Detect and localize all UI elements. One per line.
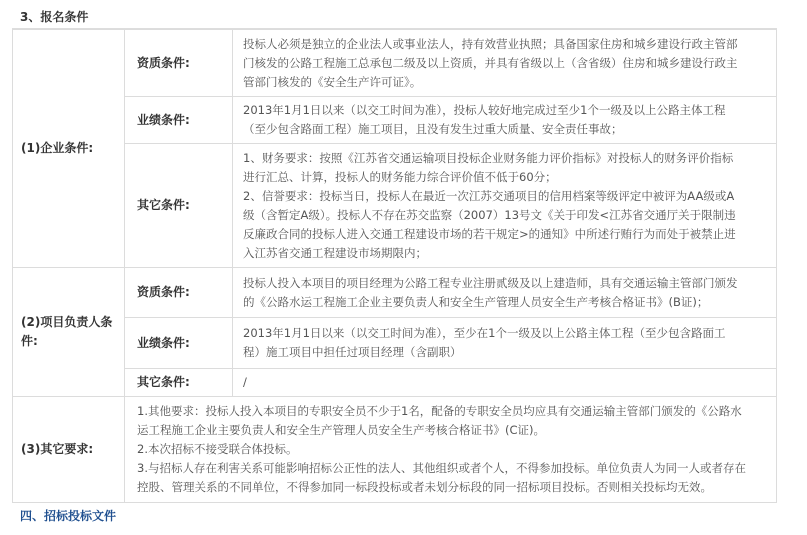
table-row	[13, 144, 777, 268]
manager-other-label: 其它条件:	[125, 369, 233, 397]
text-line: 2013年1月1日以来（以交工时间为准），投标人较好地完成过至少1个一级及以上公路主体工程	[243, 103, 726, 117]
enterprise-performance-text	[233, 97, 777, 144]
manager-label-line: 件:	[21, 334, 38, 348]
requirements-table	[12, 29, 777, 503]
text-line: （至少包含路面工程）施工项目，且没有发生过重大质量、安全责任事故；	[243, 122, 623, 136]
manager-label	[13, 268, 125, 397]
text-line: 3.与招标人存在利害关系可能影响招标公正性的法人、其他组织或者个人，不得参加投标。单位负责人为同一人或者存在	[137, 461, 746, 475]
table-row	[13, 97, 777, 144]
section-3-title: 3、报名条件	[12, 6, 777, 29]
text-line: 投标人必须是独立的企业法人或事业法人，持有效营业执照；具备国家住房和城乡建设行政主管部	[243, 36, 738, 51]
text-line: 级（含暂定A级）。投标人不存在苏交监察（2007）13号文《关于印发<江苏省交通厅关于限制违	[243, 207, 736, 222]
text-line: 入江苏省交通工程建设市场期限内；	[243, 245, 427, 260]
enterprise-label: (1)企业条件:	[13, 30, 125, 268]
text-line: 反廉政合同的投标人进入交通工程建设市场的若干规定>的通知》中所述行贿行为而处于被禁止进	[243, 226, 736, 241]
text-line: 控股、管理关系的不同单位，不得参加同一标段投标或者未划分标段的同一招标项目投标。否则相关投标均无效。	[137, 480, 712, 494]
text-line: 1.其他要求：投标人投入本项目的专职安全员不少于1名，配备的专职安全员均应具有交通运输主管部门颁发的《公路水	[137, 404, 742, 418]
text-line: 程）施工项目中担任过项目经理（含副职）	[243, 345, 462, 359]
enterprise-performance-label: 业绩条件:	[125, 97, 233, 144]
text-line: 2013年1月1日以来（以交工时间为准），至少在1个一级及以上公路主体工程（至少包含路面工	[243, 326, 726, 340]
enterprise-other-text	[233, 144, 777, 268]
enterprise-qualification-text	[233, 30, 777, 97]
manager-qualification-label: 资质条件:	[125, 268, 233, 318]
text-line: 投标人投入本项目的项目经理为公路工程专业注册贰级及以上建造师，具有交通运输主管部门颁发	[243, 275, 738, 290]
manager-performance-label: 业绩条件:	[125, 318, 233, 369]
text-line: 门核发的公路工程施工总承包二级及以上资质，并具有省级以上（含省级）住房和城乡建设行政主	[243, 55, 738, 70]
manager-performance-text	[233, 318, 777, 369]
manager-other-text: /	[233, 369, 777, 397]
text-line: 运工程施工企业主要负责人和安全生产管理人员安全生产考核合格证书》(C证)。	[137, 423, 545, 437]
manager-qualification-text	[233, 268, 777, 318]
table-row	[13, 318, 777, 369]
table-row	[13, 268, 777, 318]
other-requirements-label: (3)其它要求:	[13, 397, 125, 503]
section-4-title: 四、招标投标文件	[20, 509, 117, 523]
table-row	[13, 397, 777, 503]
text-line: 1、财务要求：按照《江苏省交通运输项目投标企业财务能力评价指标》对投标人的财务评价指标	[243, 150, 734, 165]
other-requirements-text	[125, 397, 777, 503]
enterprise-qualification-label: 资质条件:	[125, 30, 233, 97]
manager-label-line: (2)项目负责人条	[21, 315, 113, 329]
text-line: 的《公路水运工程施工企业主要负责人和安全生产管理人员安全生产考核合格证书》(B证)；	[243, 294, 709, 309]
enterprise-other-label: 其它条件:	[125, 144, 233, 268]
table-row	[13, 369, 777, 397]
text-line: 2、信誉要求：投标当日，投标人在最近一次江苏交通项目的信用档案等级评定中被评为AA级或A	[243, 188, 735, 203]
text-line: 2.本次招标不接受联合体投标。	[137, 442, 298, 456]
table-row	[13, 30, 777, 97]
text-line: 进行汇总、计算，投标人的财务能力综合评价值不低于60分；	[243, 169, 557, 184]
text-line: 管部门核发的《安全生产许可证》。	[243, 74, 422, 89]
